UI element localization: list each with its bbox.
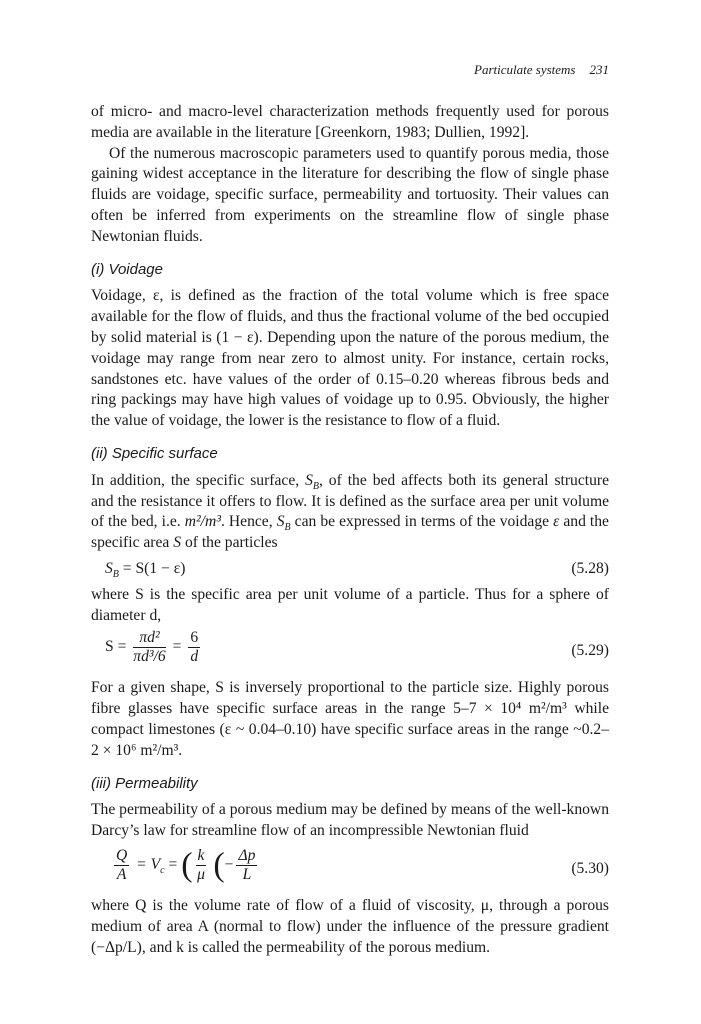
page-body <box>91 102 609 958</box>
equation-number: (5.28) <box>571 559 609 577</box>
section-heading-specific-surface: (ii) Specific surface <box>91 444 218 462</box>
paragraph: The permeability of a porous medium may be defined by means of the well-known Darcy’s law for streamline flow of an incompressible Newtonian fluid <box>91 801 609 840</box>
equation-number: (5.30) <box>571 859 609 877</box>
section-heading-voidage: (i) Voidage <box>91 260 163 278</box>
paragraph: Voidage, ε, is defined as the fraction of the total volume which is free space available for the flow of fluids, and thus the fractional volume of the bed occupied by solid material is (1 − ε). Depending upon the nature of the porous medium, the voidage may range from near zero to almost unity. For instance, certain rocks, sandstones etc. have values of the order of 0.15–0.20 whereas fibrous beds and ring packings may have high values of voidage up to 0.95. Obviously, the higher the value of voidage, the lower is the resistance to flow of a fluid. <box>91 287 609 430</box>
page-number: 231 <box>589 62 609 77</box>
equation-number: (5.29) <box>571 642 609 660</box>
running-header <box>91 62 609 78</box>
paragraph: where S is the specific area per unit volume of a particle. Thus for a sphere of diameter d, <box>91 585 609 624</box>
paragraph: where Q is the volume rate of flow of a fluid of viscosity, μ, through a porous medium of area A (normal to flow) under the influence of the pressure gradient (−Δp/L), and k is called the permeability of the porous medium. <box>91 896 609 956</box>
paragraph: of micro- and macro-level characterization methods frequently used for porous media are available in the literature [Greenkorn, 1983; Dullien, 1992]. <box>91 103 609 141</box>
paragraph: For a given shape, S is inversely proportional to the particle size. Highly porous fibre glasses have specific surface areas in the range 5–7 × 10⁴ m²/m³ while compact limestones (ε ~ 0.04–0.10) have specific surface areas in the range ~0.2–2 × 10⁶ m²/m³. <box>91 679 609 759</box>
equation-5-28: $S_B = S(1 - \varepsilon)$ (5.28) <box>105 559 609 581</box>
paragraph: Of the numerous macroscopic parameters used to quantify porous media, those gaining widest acceptance in the literature for describing the flow of single phase fluids are voidage, specific surface, permeability and tortuosity. Their values can often be inferred from experiments on the streamline flow of single phase Newtonian fluids. <box>91 144 609 245</box>
paragraph: In addition, the specific surface, $S_B$, of the bed affects both its general structure and the resistance it offers to flow. It is defined as the surface area per unit volume of the bed, i.e. m²/m³. Hence, $S_B$ can be expressed in terms of the voidage ε and the specific area S of the particles <box>91 471 610 552</box>
section-heading-permeability: (iii) Permeability <box>91 774 198 792</box>
running-title: Particulate systems <box>474 62 576 77</box>
equation-5-29: S = $\frac{\text{πd²}}{\text{πd³/6}}$ = $\frac{6}{d}$ (5.29) <box>105 629 609 666</box>
equation-5-30: $\frac{Q}{A}$ = $V_c$ = ( $\frac{k}{\mu}$ (− $\frac{\Delta p}{L}$ (5.30) <box>116 846 609 884</box>
